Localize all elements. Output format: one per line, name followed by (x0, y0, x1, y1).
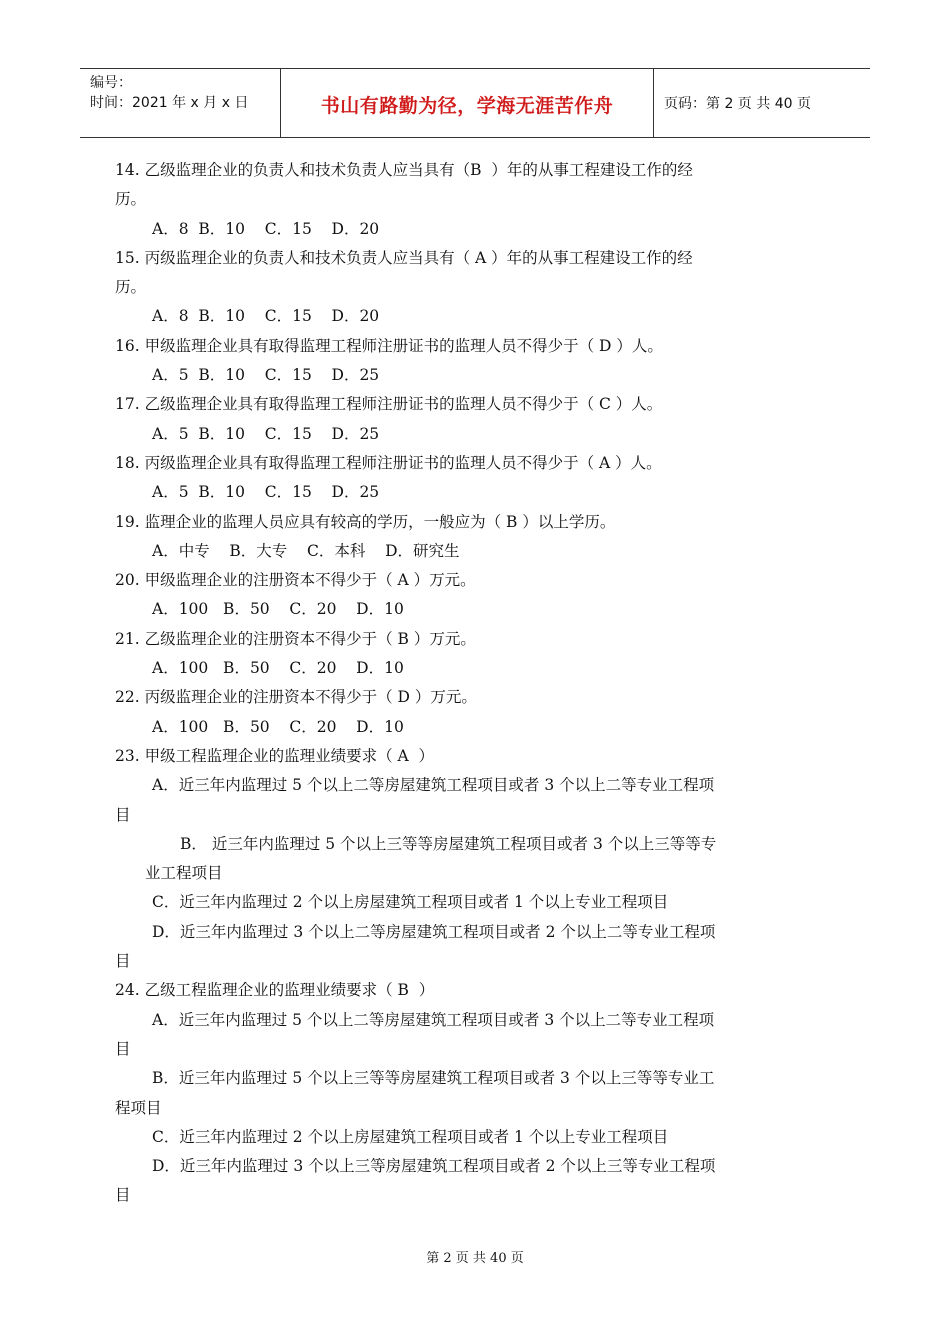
question-14-options: A．8 B．10 C．15 D．20 (152, 219, 380, 238)
header-motto-cell (281, 69, 654, 137)
question-24: 24. 乙级工程监理企业的监理业绩要求（ B ） (115, 981, 435, 1000)
question-23-option-a-line-2: 目 (115, 805, 131, 824)
page-footer (0, 1247, 950, 1266)
question-14-line-1: 14. 乙级监理企业的负责人和技术负责人应当具有（B ）年的从事工程建设工作的经 (115, 161, 693, 179)
question-16: 16. 甲级监理企业具有取得监理工程师注册证书的监理人员不得少于（ D ）人。 (115, 336, 663, 355)
page-code: 页码：第 2 页 共 40 页 (664, 96, 811, 112)
question-22: 22. 丙级监理企业的注册资本不得少于（ D ）万元。 (115, 688, 477, 707)
question-20-options: A．100 B．50 C．20 D．10 (152, 600, 404, 619)
question-19-options: A．中专 B．大专 C．本科 D．研究生 (152, 541, 460, 560)
question-16-options: A．5 B．10 C．15 D．25 (152, 366, 380, 385)
question-14-line-2: 历。 (115, 190, 147, 209)
question-23: 23. 甲级工程监理企业的监理业绩要求（ A ） (115, 746, 435, 765)
question-24-option-c: C．近三年内监理过 2 个以上房屋建筑工程项目或者 1 个以上专业工程项目 (152, 1127, 669, 1146)
question-24-option-d-line-1: D．近三年内监理过 3 个以上三等房屋建筑工程项目或者 2 个以上三等专业工程项 (152, 1157, 716, 1176)
question-20: 20. 甲级监理企业的注册资本不得少于（ A ）万元。 (115, 571, 476, 590)
header-page-cell (654, 69, 870, 137)
question-24-option-a-line-1: A．近三年内监理过 5 个以上二等房屋建筑工程项目或者 3 个以上二等专业工程项 (152, 1010, 715, 1029)
question-15-options: A．8 B．10 C．15 D．20 (152, 307, 380, 326)
question-22-options: A．100 B．50 C．20 D．10 (152, 717, 404, 736)
question-15-line-1: 15. 丙级监理企业的负责人和技术负责人应当具有（ A ）年的从事工程建设工作的经 (115, 248, 693, 267)
question-23-option-d-line-2: 目 (115, 952, 131, 971)
question-24-option-b-line-1: B．近三年内监理过 5 个以上三等等房屋建筑工程项目或者 3 个以上三等等专业工 (152, 1069, 715, 1088)
page-header (80, 68, 870, 138)
question-list (115, 156, 840, 1211)
question-24-option-a-line-2: 目 (115, 1039, 131, 1058)
question-24-option-b-line-2: 程项目 (115, 1098, 162, 1117)
question-23-option-a-line-1: A．近三年内监理过 5 个以上二等房屋建筑工程项目或者 3 个以上二等专业工程项 (152, 776, 715, 795)
question-21-options: A．100 B．50 C．20 D．10 (152, 659, 404, 678)
serial-label: 编号： (90, 75, 132, 91)
footer-page-number: 第 2 页 共 40 页 (426, 1251, 524, 1266)
question-15-line-2: 历。 (115, 278, 147, 297)
question-21: 21. 乙级监理企业的注册资本不得少于（ B ）万元。 (115, 629, 476, 648)
question-23-option-b-line-1: B． 近三年内监理过 5 个以上三等等房屋建筑工程项目或者 3 个以上三等等专 (180, 834, 717, 853)
question-17: 17. 乙级监理企业具有取得监理工程师注册证书的监理人员不得少于（ C ）人。 (115, 395, 663, 414)
question-17-options: A．5 B．10 C．15 D．25 (152, 424, 380, 443)
question-19: 19. 监理企业的监理人员应具有较高的学历，一般应为（ B ）以上学历。 (115, 512, 616, 531)
question-23-option-c: C．近三年内监理过 2 个以上房屋建筑工程项目或者 1 个以上专业工程项目 (152, 893, 669, 912)
motto-text: 书山有路勤为径，学海无涯苦作舟 (320, 94, 614, 117)
question-18: 18. 丙级监理企业具有取得监理工程师注册证书的监理人员不得少于（ A ）人。 (115, 453, 662, 472)
question-23-option-d-line-1: D．近三年内监理过 3 个以上二等房屋建筑工程项目或者 2 个以上二等专业工程项 (152, 922, 716, 941)
question-24-option-d-line-2: 目 (115, 1186, 131, 1205)
date-text: 时间：2021 年 x 月 x 日 (90, 95, 249, 111)
header-meta-cell (80, 69, 281, 137)
question-18-options: A．5 B．10 C．15 D．25 (152, 483, 380, 502)
question-23-option-b-line-2: 业工程项目 (145, 864, 223, 883)
